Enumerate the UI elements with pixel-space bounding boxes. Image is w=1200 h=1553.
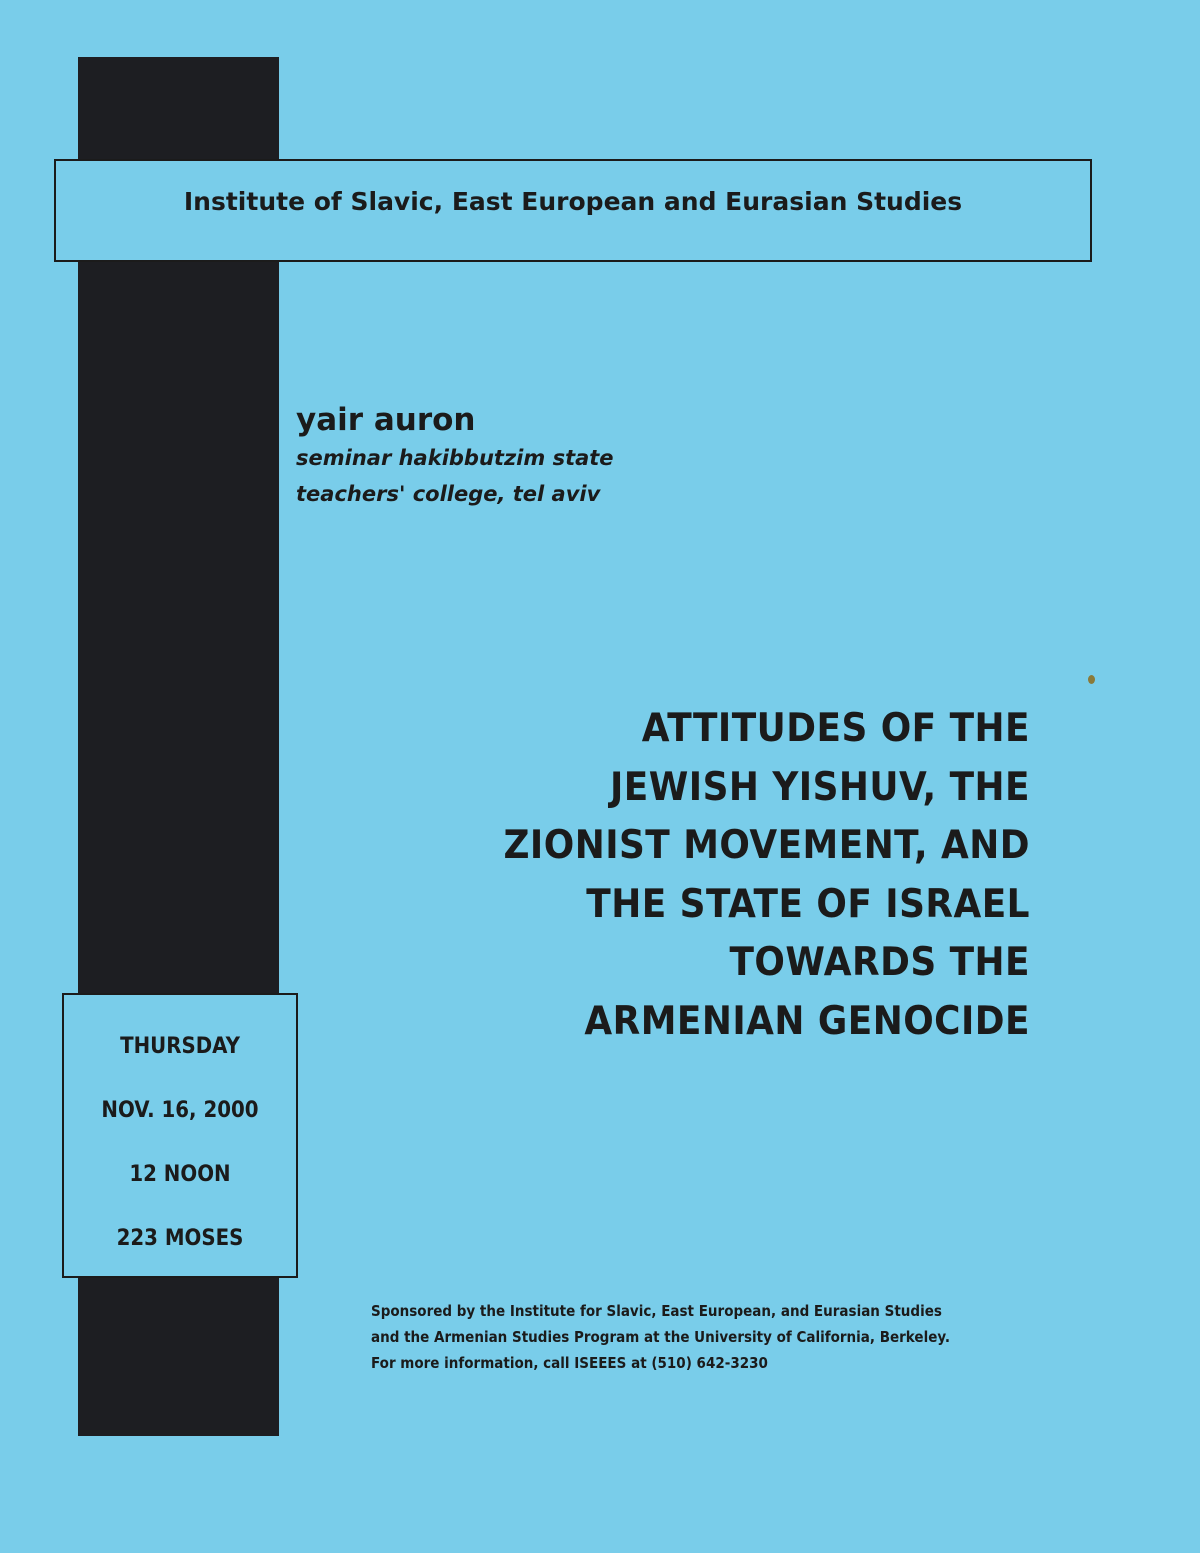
event-time: 12 NOON	[129, 1162, 231, 1187]
event-date: NOV. 16, 2000	[101, 1098, 259, 1123]
sponsor-line: and the Armenian Studies Program at the University of California, Berkeley.	[371, 1328, 951, 1346]
talk-title-line: ARMENIAN GENOCIDE	[584, 998, 1030, 1044]
speaker-affiliation-line: seminar hakibbutzim state	[296, 446, 614, 470]
talk-title	[330, 700, 1030, 1051]
speaker-name: yair auron	[296, 402, 476, 438]
talk-title-line: ZIONIST MOVEMENT, AND	[503, 823, 1030, 868]
event-info-box	[62, 993, 298, 1278]
talk-title-line: THE STATE OF ISRAEL	[586, 881, 1030, 927]
speaker-block	[296, 400, 614, 512]
sponsor-line: For more information, call ISEEES at (510) 642-3230	[371, 1354, 768, 1372]
talk-title-line: ATTITUDES OF THE	[641, 706, 1030, 751]
sponsor-line: Sponsored by the Institute for Slavic, East European, and Eurasian Studies	[371, 1302, 942, 1320]
talk-title-line: TOWARDS THE	[729, 940, 1030, 985]
event-location: 223 MOSES	[116, 1226, 244, 1251]
sponsor-note	[371, 1298, 1061, 1376]
speaker-affiliation-line: teachers' college, tel aviv	[296, 482, 601, 506]
event-day: THURSDAY	[120, 1034, 240, 1059]
institute-title: Institute of Slavic, East European and Eurasian Studies	[183, 187, 963, 216]
header-box	[54, 159, 1092, 262]
talk-title-line: JEWISH YISHUV, THE	[609, 764, 1030, 810]
paper-speck	[1088, 675, 1095, 684]
